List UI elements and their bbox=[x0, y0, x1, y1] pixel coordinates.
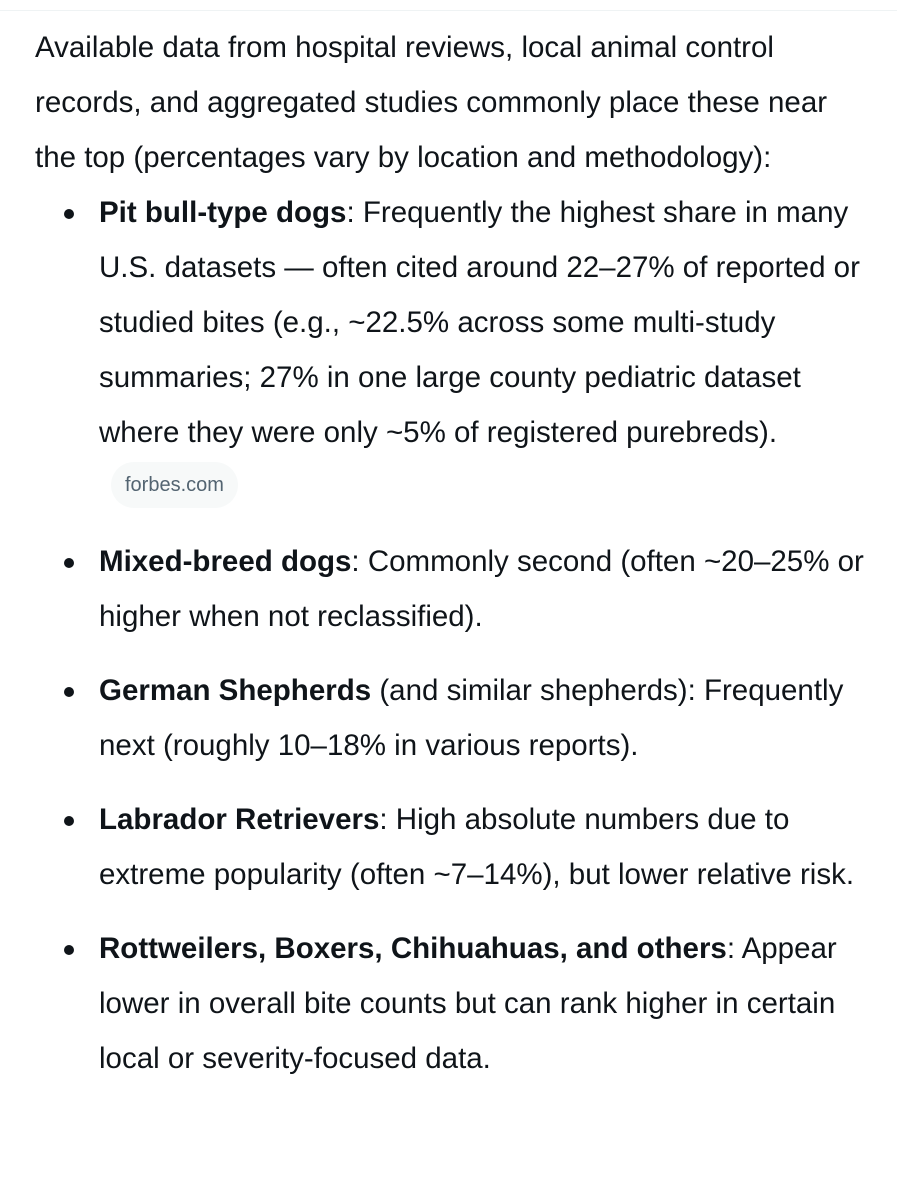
bullet-dot-icon bbox=[64, 816, 74, 826]
item-separator: : bbox=[346, 196, 355, 229]
list-item bbox=[35, 185, 865, 515]
item-title: Rottweilers, Boxers, Chihuahuas, and others bbox=[99, 932, 727, 965]
source-chip-link[interactable]: forbes.com bbox=[111, 462, 238, 508]
item-title: Labrador Retrievers bbox=[99, 803, 380, 836]
item-text: Frequently the highest share in many U.S. datasets — often cited around 22–27% of reported or studied bites (e.g., ~22.5% across some multi-study summaries; 27% in one large county pediatric dataset where they were only ~5% of registered purebreds). bbox=[99, 196, 860, 449]
item-title: German Shepherds bbox=[99, 674, 372, 707]
bullet-dot-icon bbox=[64, 558, 74, 568]
item-text: (and similar shepherds): Frequently next (roughly 10–18% in various reports). bbox=[99, 674, 844, 762]
item-text: Commonly second (often ~20–25% or higher when not reclassified). bbox=[99, 545, 864, 633]
item-separator: : bbox=[379, 803, 388, 836]
intro-paragraph: Available data from hospital reviews, local animal control records, and aggregated studies commonly place these near the top (percentages vary by location and methodology): bbox=[35, 31, 828, 174]
bullet-dot-icon bbox=[64, 209, 74, 219]
post-body bbox=[35, 20, 865, 1105]
item-text: High absolute numbers due to extreme popularity (often ~7–14%), but lower relative risk. bbox=[99, 803, 855, 891]
list-item bbox=[35, 663, 865, 773]
item-separator: : bbox=[351, 545, 360, 578]
breed-list bbox=[35, 185, 865, 1086]
item-title: Pit bull-type dogs bbox=[99, 196, 347, 229]
top-divider bbox=[0, 10, 897, 11]
list-item bbox=[35, 534, 865, 644]
bullet-dot-icon bbox=[64, 687, 74, 697]
list-item bbox=[35, 921, 865, 1086]
item-title: Mixed-breed dogs bbox=[99, 545, 352, 578]
item-separator: : bbox=[726, 932, 736, 965]
item-text: Appear lower in overall bite counts but can rank higher in certain local or severity-focused data. bbox=[99, 932, 837, 1075]
bullet-dot-icon bbox=[64, 945, 74, 955]
list-item bbox=[35, 792, 865, 902]
